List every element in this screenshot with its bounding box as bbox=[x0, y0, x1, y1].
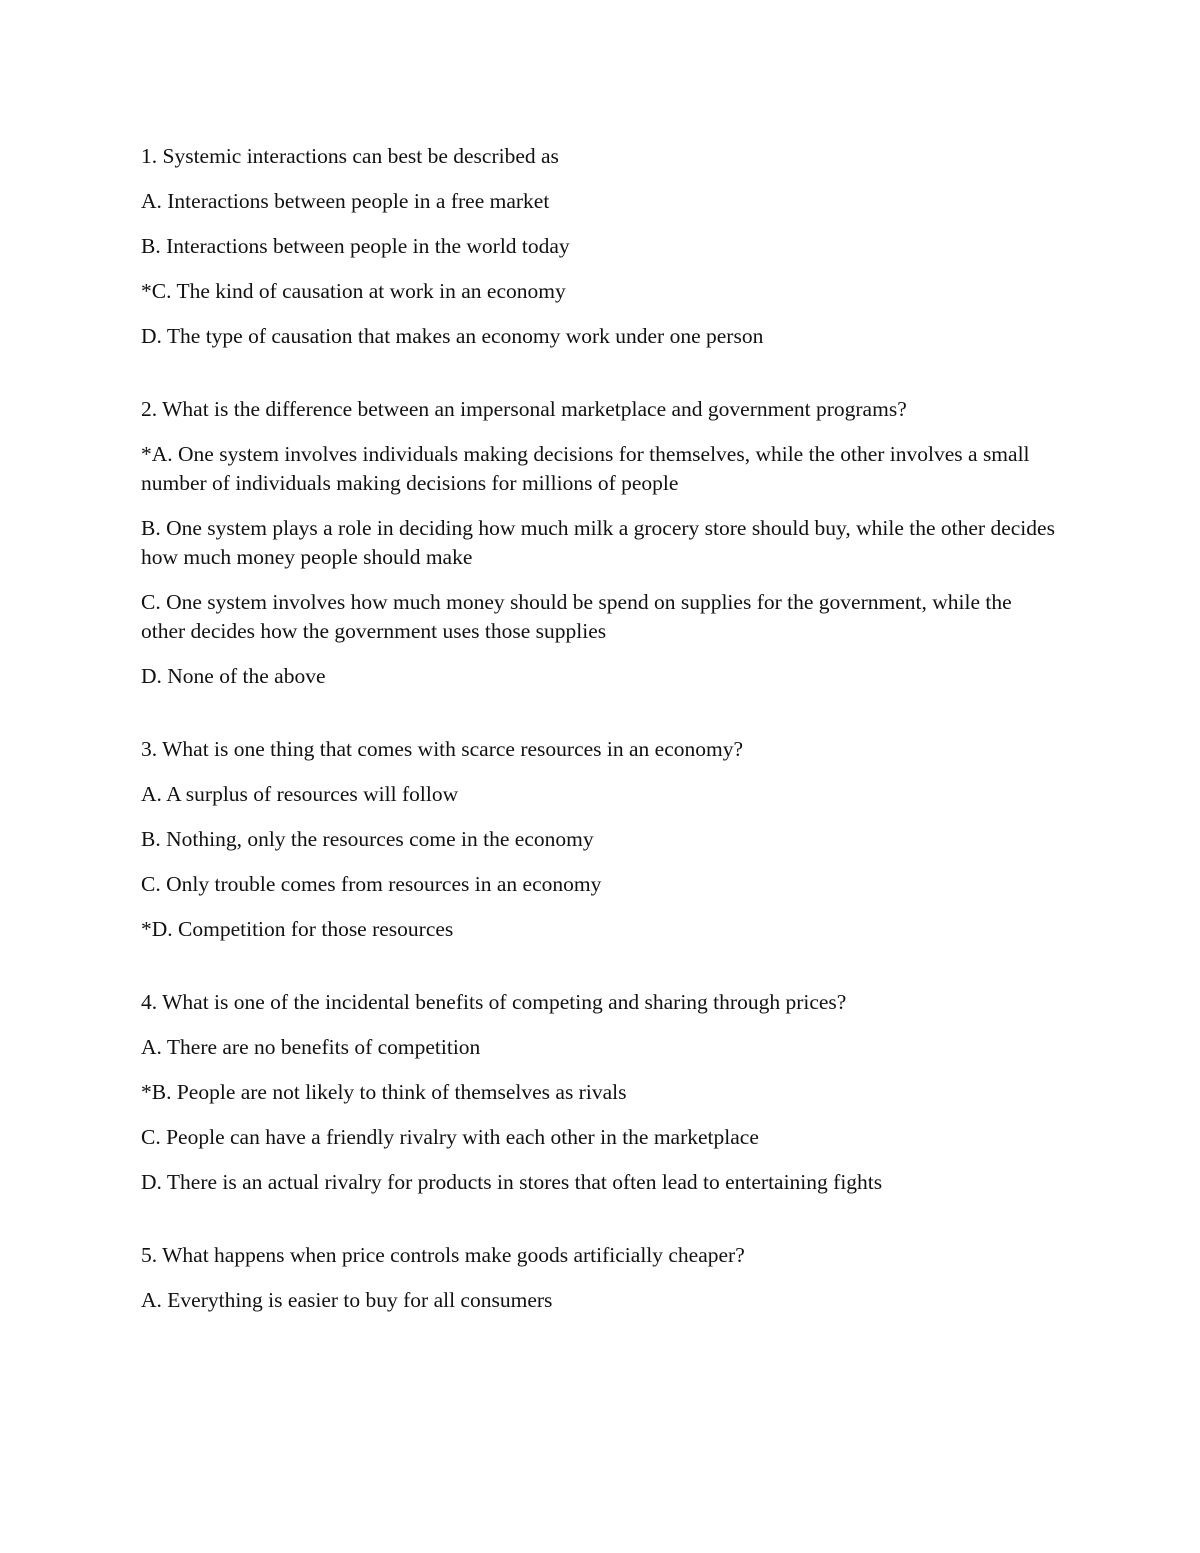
question-prompt: 1. Systemic interactions can best be described as bbox=[141, 144, 559, 168]
question-1 bbox=[141, 142, 1056, 351]
quiz-content bbox=[141, 142, 1056, 1359]
answer-option: C. People can have a friendly rivalry with each other in the marketplace bbox=[141, 1125, 759, 1149]
answer-option: B. One system plays a role in deciding how much milk a grocery store should buy, while the other decides how much money people should make bbox=[141, 516, 1055, 569]
answer-option: D. There is an actual rivalry for products in stores that often lead to entertaining fights bbox=[141, 1170, 883, 1194]
question-prompt: 2. What is the difference between an impersonal marketplace and government programs? bbox=[141, 397, 907, 421]
answer-option-correct: *C. The kind of causation at work in an economy bbox=[141, 279, 566, 303]
answer-option-correct: *D. Competition for those resources bbox=[141, 917, 454, 941]
question-3 bbox=[141, 735, 1056, 944]
answer-option-correct: *B. People are not likely to think of themselves as rivals bbox=[141, 1080, 627, 1104]
answer-option: D. The type of causation that makes an economy work under one person bbox=[141, 324, 764, 348]
question-4 bbox=[141, 988, 1056, 1197]
question-prompt: 4. What is one of the incidental benefits of competing and sharing through prices? bbox=[141, 990, 847, 1014]
answer-option: C. Only trouble comes from resources in an economy bbox=[141, 872, 602, 896]
answer-option: D. None of the above bbox=[141, 664, 326, 688]
answer-option: A. Everything is easier to buy for all consumers bbox=[141, 1288, 553, 1312]
question-prompt: 3. What is one thing that comes with scarce resources in an economy? bbox=[141, 737, 744, 761]
question-5 bbox=[141, 1241, 1056, 1315]
question-2 bbox=[141, 395, 1056, 691]
answer-option: B. Interactions between people in the world today bbox=[141, 234, 570, 258]
answer-option: B. Nothing, only the resources come in the economy bbox=[141, 827, 594, 851]
answer-option: C. One system involves how much money should be spend on supplies for the government, while the other decides how the government uses those supplies bbox=[141, 590, 1012, 643]
answer-option: A. A surplus of resources will follow bbox=[141, 782, 459, 806]
answer-option: A. Interactions between people in a free market bbox=[141, 189, 550, 213]
answer-option: A. There are no benefits of competition bbox=[141, 1035, 481, 1059]
answer-option-correct: *A. One system involves individuals making decisions for themselves, while the other involves a small number of individuals making decisions for millions of people bbox=[141, 442, 1030, 495]
question-prompt: 5. What happens when price controls make goods artificially cheaper? bbox=[141, 1243, 745, 1267]
